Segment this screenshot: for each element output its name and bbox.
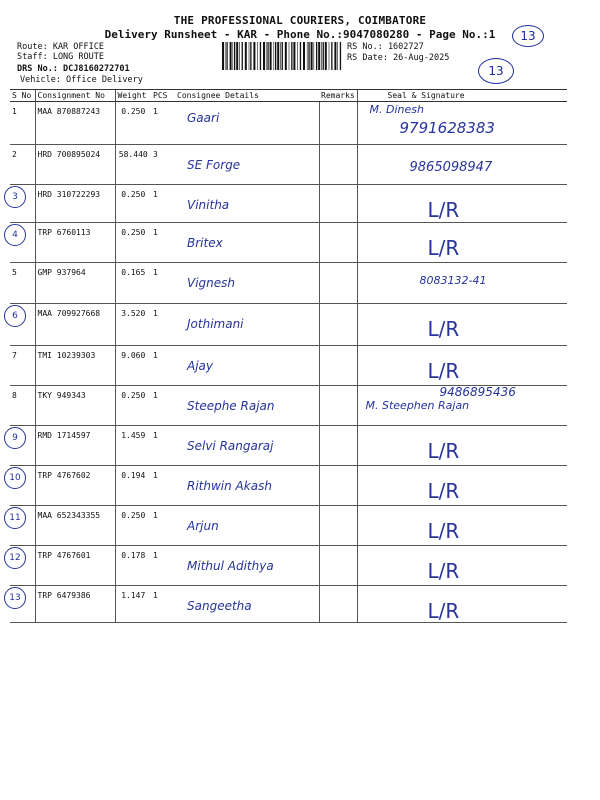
consignee-handwriting: Rithwin Akash — [187, 479, 272, 493]
consignment-no: MAA 870887243 — [35, 102, 115, 145]
consignee-handwriting: Vignesh — [187, 276, 236, 290]
consignee-cell — [175, 386, 319, 426]
signature-cell — [357, 346, 567, 386]
pcs-value: 1 — [151, 102, 175, 145]
remarks-cell — [319, 386, 357, 426]
signature-handwriting: L/R — [427, 519, 460, 543]
pcs-value: 1 — [151, 466, 175, 506]
pcs-value: 1 — [151, 426, 175, 466]
remarks-cell — [319, 263, 357, 304]
consignee-cell — [175, 586, 319, 623]
sno-cell — [10, 586, 35, 623]
consignee-handwriting: Sangeetha — [187, 599, 252, 613]
signature-cell — [357, 223, 567, 263]
consignment-no: TKY 949343 — [35, 386, 115, 426]
signature-cell — [357, 506, 567, 546]
sno-value: 7 — [12, 351, 17, 360]
remarks-cell — [319, 466, 357, 506]
signature-handwriting: L/R — [427, 317, 460, 341]
signature-handwriting: 9865098947 — [409, 160, 493, 175]
table-row — [10, 466, 567, 506]
page-count-circle: 13 — [512, 25, 544, 47]
consignment-no: TRP 4767602 — [35, 466, 115, 506]
pcs-value: 1 — [151, 223, 175, 263]
signature-cell — [357, 426, 567, 466]
signature-handwriting: M. Dinesh — [369, 103, 424, 116]
consignee-handwriting: Ajay — [187, 359, 213, 373]
consignment-no: HRD 310722293 — [35, 185, 115, 223]
sno-circle: 13 — [4, 587, 26, 609]
weight-value: 58.440 — [115, 145, 151, 185]
consignee-handwriting: SE Forge — [187, 158, 241, 172]
table-row — [10, 386, 567, 426]
table-row — [10, 102, 567, 145]
consignee-handwriting: Mithul Adithya — [187, 559, 274, 573]
sno-circle: 11 — [4, 507, 26, 529]
pcs-value: 1 — [151, 185, 175, 223]
table-header-row — [10, 90, 567, 102]
drs-number: DRS No.: DCJ8160272701 — [17, 64, 130, 74]
pcs-value: 1 — [151, 304, 175, 346]
signature-handwriting: L/R — [427, 599, 460, 623]
consignee-cell — [175, 304, 319, 346]
sno-cell — [10, 386, 35, 426]
col-weight: Weight — [115, 90, 151, 102]
consignment-no: GMP 937964 — [35, 263, 115, 304]
pcs-value: 1 — [151, 346, 175, 386]
sno-circle: 9 — [4, 427, 26, 449]
signature-handwriting: L/R — [427, 236, 460, 260]
weight-value: 0.250 — [115, 223, 151, 263]
table-row — [10, 586, 567, 623]
col-consignment: Consignment No — [35, 90, 115, 102]
weight-value: 1.147 — [115, 586, 151, 623]
col-remarks: Remarks — [319, 90, 357, 102]
document-title: THE PROFESSIONAL COURIERS, COIMBATORE — [173, 14, 427, 27]
table-row — [10, 185, 567, 223]
weight-value: 0.165 — [115, 263, 151, 304]
weight-value: 0.250 — [115, 506, 151, 546]
route-label: Route: KAR OFFICE — [17, 42, 104, 52]
table-row — [10, 506, 567, 546]
col-pcs: PCS — [151, 90, 175, 102]
sno-cell — [10, 304, 35, 346]
document-subtitle: Delivery Runsheet - KAR - Phone No.:9047080280 - Page No.:1 — [104, 28, 496, 41]
sno-value: 1 — [12, 107, 17, 116]
signature-handwriting: L/R — [427, 198, 460, 222]
consignment-no: TRP 6479386 — [35, 586, 115, 623]
weight-value: 9.060 — [115, 346, 151, 386]
remarks-cell — [319, 304, 357, 346]
remarks-cell — [319, 185, 357, 223]
consignee-cell — [175, 466, 319, 506]
runsheet-table — [10, 89, 567, 623]
weight-value: 1.459 — [115, 426, 151, 466]
weight-value: 0.194 — [115, 466, 151, 506]
rs-date: RS Date: 26-Aug-2025 — [347, 53, 450, 63]
sno-circle: 10 — [4, 467, 26, 489]
consignee-cell — [175, 506, 319, 546]
signature-cell — [357, 102, 567, 145]
consignee-cell — [175, 145, 319, 185]
consignee-handwriting: Gaari — [187, 111, 220, 125]
sno-cell — [10, 263, 35, 304]
consignee-cell — [175, 346, 319, 386]
table-row — [10, 546, 567, 586]
signature-handwriting: 9486895436 — [439, 385, 516, 399]
consignee-handwriting: Arjun — [187, 519, 219, 533]
sno-cell — [10, 185, 35, 223]
signature-cell — [357, 304, 567, 346]
col-sno: S No — [10, 90, 35, 102]
col-signature: Seal & Signature — [357, 90, 567, 102]
remarks-cell — [319, 506, 357, 546]
signature-handwriting: L/R — [427, 439, 460, 463]
signature-cell — [357, 263, 567, 304]
sno-value: 5 — [12, 268, 17, 277]
rs-number: RS No.: 1602727 — [347, 42, 424, 52]
consignment-no: HRD 700895024 — [35, 145, 115, 185]
weight-value: 0.250 — [115, 185, 151, 223]
consignee-cell — [175, 185, 319, 223]
weight-value: 0.250 — [115, 102, 151, 145]
consignee-cell — [175, 263, 319, 304]
signature-secondary: 9791628383 — [399, 119, 495, 137]
consignment-no: MAA 709927668 — [35, 304, 115, 346]
pcs-value: 1 — [151, 546, 175, 586]
pcs-value: 3 — [151, 145, 175, 185]
sno-value: 8 — [12, 391, 17, 400]
remarks-cell — [319, 546, 357, 586]
table-row — [10, 263, 567, 304]
sno-circle: 4 — [4, 224, 26, 246]
signature-cell — [357, 586, 567, 623]
sno-cell — [10, 506, 35, 546]
table-row — [10, 426, 567, 466]
vehicle-label: Vehicle: Office Delivery — [20, 75, 143, 85]
signature-secondary: M. Steephen Rajan — [365, 399, 470, 412]
consignment-no: TRP 6760113 — [35, 223, 115, 263]
consignee-handwriting: Jothimani — [187, 317, 244, 331]
sno-cell — [10, 102, 35, 145]
sno-circle: 6 — [4, 305, 26, 327]
consignee-handwriting: Vinitha — [187, 198, 230, 212]
pcs-value: 1 — [151, 506, 175, 546]
pcs-value: 1 — [151, 263, 175, 304]
remarks-cell — [319, 586, 357, 623]
signature-cell — [357, 185, 567, 223]
consignee-cell — [175, 223, 319, 263]
remarks-cell — [319, 145, 357, 185]
consignment-no: RMD 1714597 — [35, 426, 115, 466]
weight-value: 3.520 — [115, 304, 151, 346]
table-row — [10, 223, 567, 263]
sno-cell — [10, 223, 35, 263]
remarks-cell — [319, 346, 357, 386]
consignee-cell — [175, 102, 319, 145]
signature-cell — [357, 145, 567, 185]
signature-cell — [357, 386, 567, 426]
signature-cell — [357, 466, 567, 506]
consignment-no: TRP 4767601 — [35, 546, 115, 586]
pcs-value: 1 — [151, 586, 175, 623]
sno-cell — [10, 466, 35, 506]
remarks-cell — [319, 102, 357, 145]
consignee-cell — [175, 546, 319, 586]
sno-circle: 3 — [4, 186, 26, 208]
sno-cell — [10, 546, 35, 586]
consignment-no: MAA 652343355 — [35, 506, 115, 546]
remarks-cell — [319, 426, 357, 466]
consignee-cell — [175, 426, 319, 466]
consignee-handwriting: Selvi Rangaraj — [187, 439, 274, 453]
signature-cell — [357, 546, 567, 586]
pcs-value: 1 — [151, 386, 175, 426]
signature-handwriting: L/R — [427, 559, 460, 583]
total-count-circle: 13 — [478, 58, 514, 84]
signature-handwriting: L/R — [427, 359, 460, 383]
sno-cell — [10, 346, 35, 386]
sno-cell — [10, 426, 35, 466]
table-row — [10, 145, 567, 185]
weight-value: 0.250 — [115, 386, 151, 426]
col-consignee: Consignee Details — [175, 90, 319, 102]
staff-label: Staff: LONG ROUTE — [17, 52, 104, 62]
consignment-no: TMI 10239303 — [35, 346, 115, 386]
table-row — [10, 346, 567, 386]
barcode-icon — [222, 42, 342, 70]
table-row — [10, 304, 567, 346]
weight-value: 0.178 — [115, 546, 151, 586]
signature-handwriting: L/R — [427, 479, 460, 503]
sno-circle: 12 — [4, 547, 26, 569]
remarks-cell — [319, 223, 357, 263]
sno-value: 2 — [12, 150, 17, 159]
signature-handwriting: 8083132-41 — [419, 274, 487, 287]
consignee-handwriting: Steephe Rajan — [187, 399, 275, 413]
consignee-handwriting: Britex — [187, 236, 223, 250]
sno-cell — [10, 145, 35, 185]
